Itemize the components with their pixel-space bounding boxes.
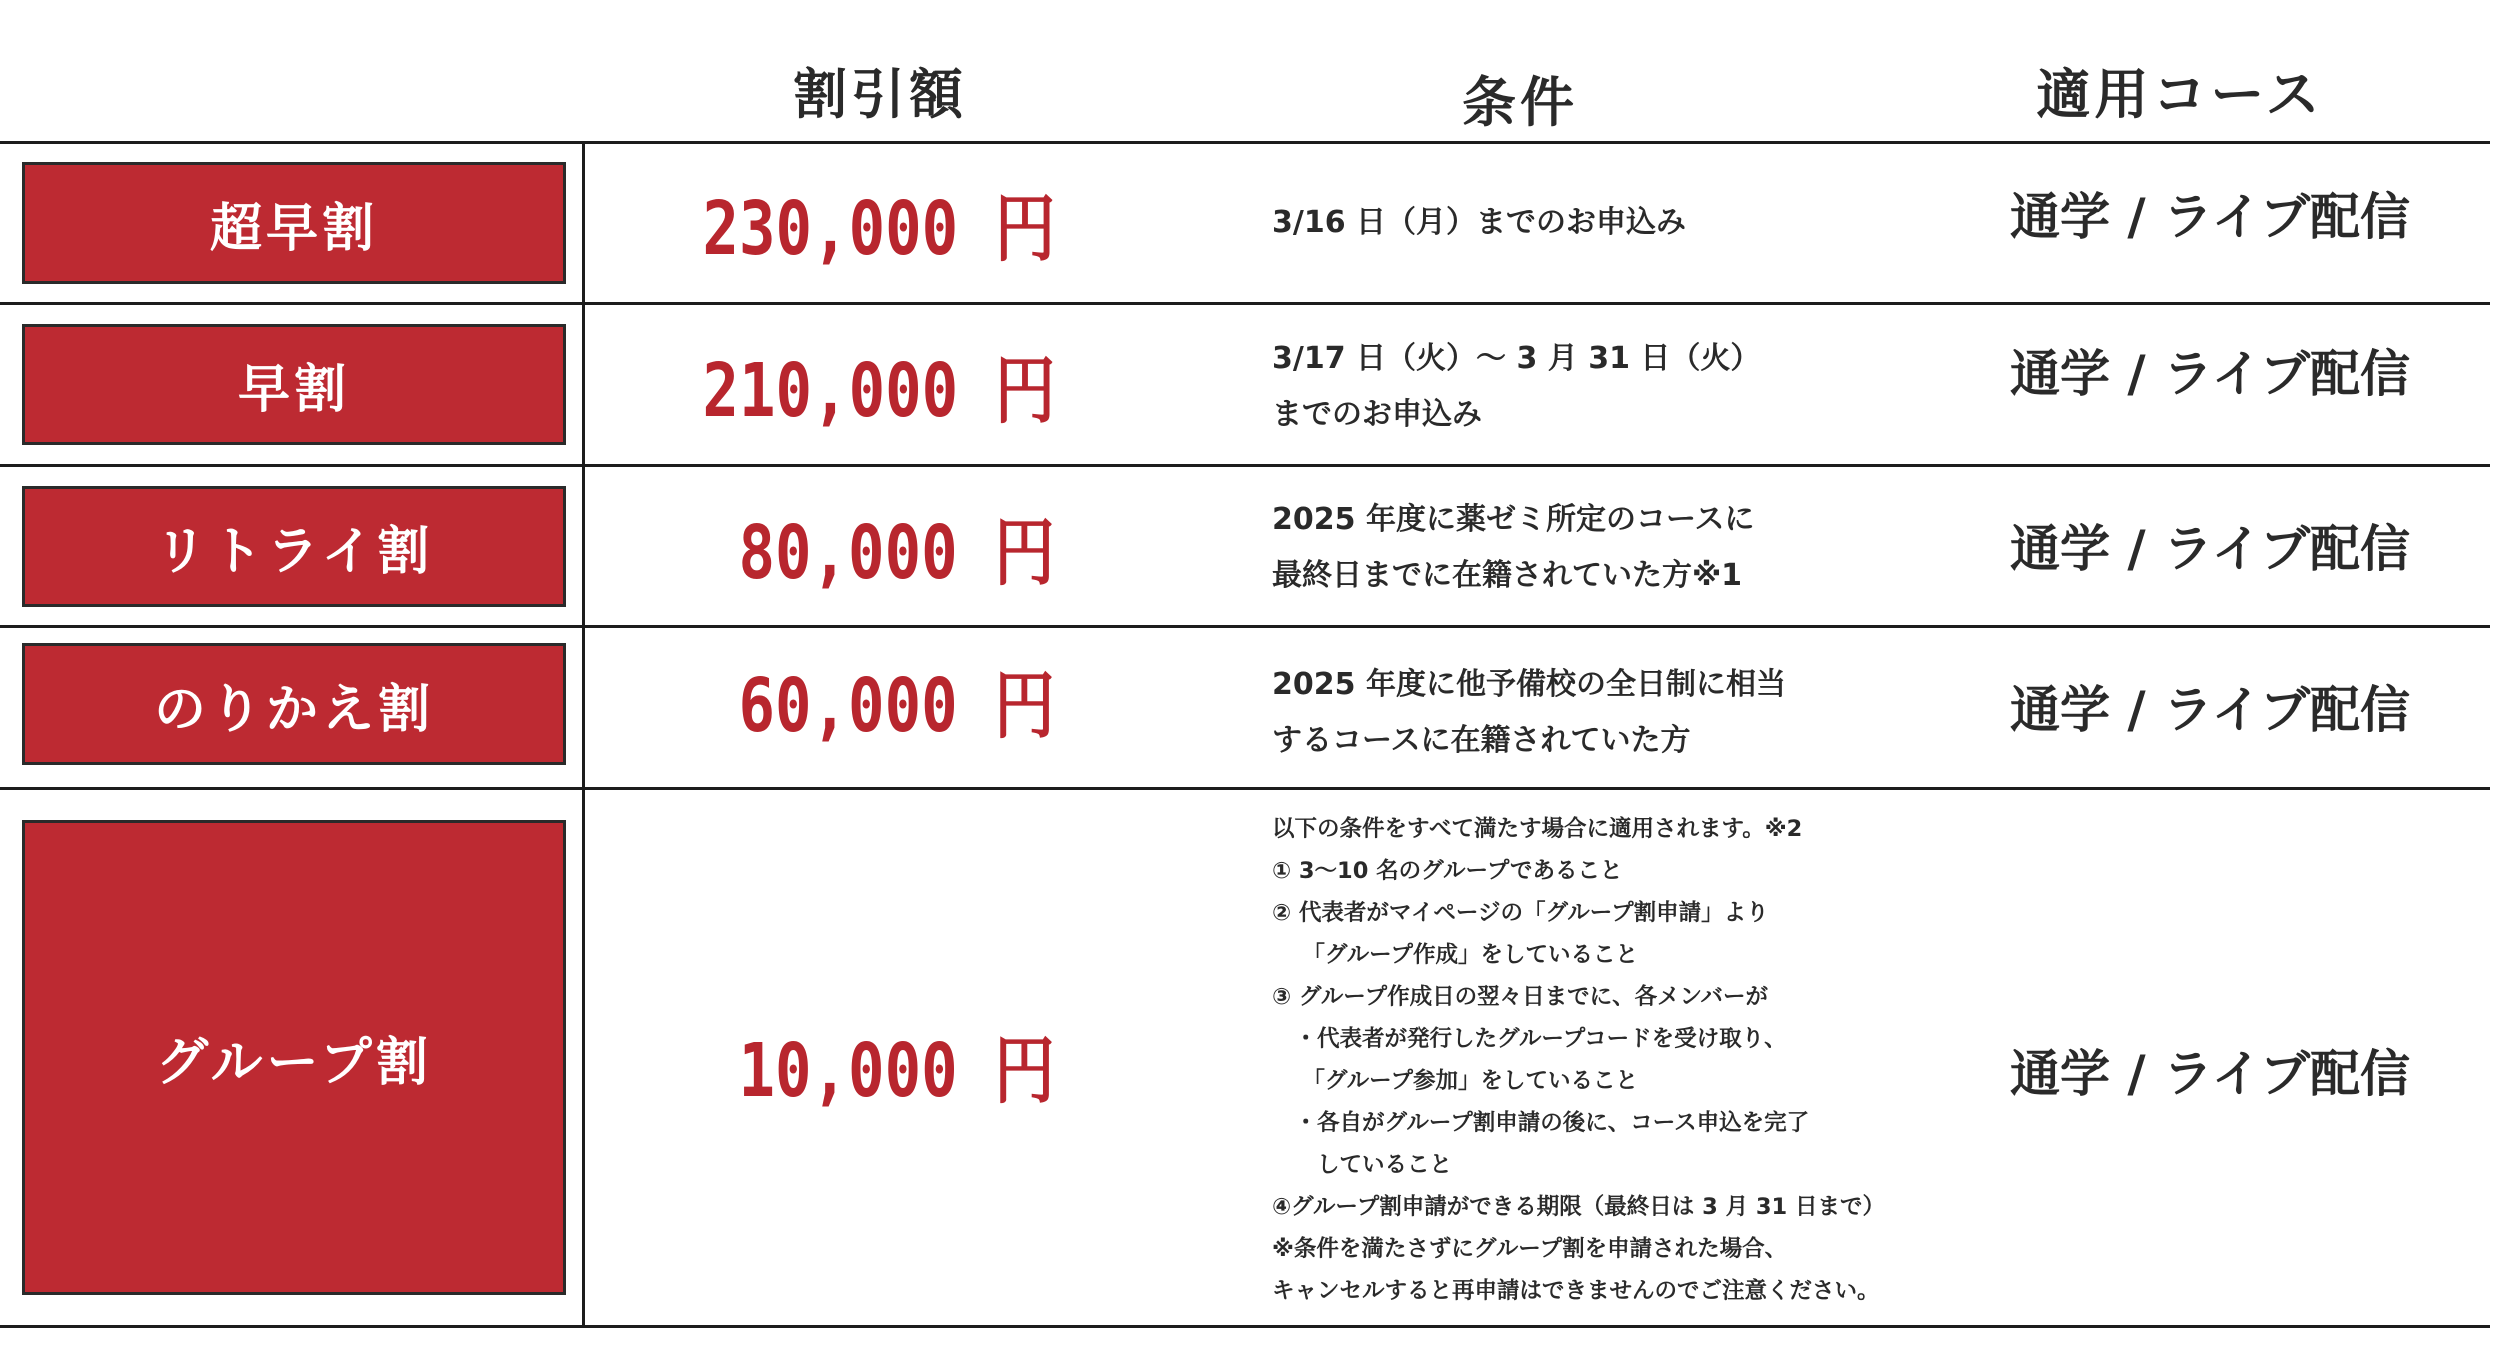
- condition-line: キャンセルすると再申請はできませんのでご注意ください。: [1272, 1278, 1880, 1304]
- condition-line: までのお申込み: [1272, 396, 1482, 432]
- condition-line: していること: [1272, 1152, 1453, 1178]
- condition-text: [1272, 650, 2012, 775]
- discount-amount: 60,000 円: [738, 663, 1055, 749]
- condition-line: 2025 年度に他予備校の全日制に相当: [1272, 666, 1786, 702]
- discount-amount: 80,000 円: [738, 509, 1055, 596]
- table-bottom-rule: [0, 1325, 2490, 1328]
- discount-label-retry: リトライ割: [22, 486, 566, 607]
- condition-line: するコースに在籍されていた方: [1272, 722, 1691, 758]
- discount-label-super-early: 超早割: [22, 162, 566, 284]
- condition-line: 最終日までに在籍されていた方※1: [1272, 557, 1743, 593]
- discount-amount: 10,000 円: [738, 1028, 1055, 1114]
- condition-line: ④グループ割申請ができる期限（最終日は 3 月 31 日まで）: [1272, 1194, 1886, 1220]
- row-divider: [0, 302, 2490, 305]
- applicable-course: 通学 / ライブ配信: [2009, 345, 2411, 403]
- condition-line: 2025 年度に薬ゼミ所定のコースに: [1272, 501, 1755, 537]
- condition-line: 3/16 日（月）までのお申込み: [1272, 205, 1687, 240]
- header-divider: [0, 141, 2490, 144]
- row-divider: [0, 625, 2490, 628]
- applicable-course: 通学 / ライブ配信: [2009, 520, 2411, 578]
- applicable-course: 通学 / ライブ配信: [2009, 681, 2411, 739]
- applicable-course: 通学 / ライブ配信: [2009, 1045, 2411, 1103]
- condition-text: [1272, 805, 2012, 1315]
- condition-text: [1272, 162, 2012, 284]
- discount-amount: 210,000 円: [702, 347, 1055, 434]
- header-amount: 割引額: [793, 62, 967, 126]
- row-divider: [0, 464, 2490, 467]
- condition-line: 「グループ作成」をしていること: [1272, 942, 1639, 968]
- condition-line: ③ グループ作成日の翌々日までに、各メンバーが: [1272, 984, 1769, 1010]
- header-course: 適用コース: [2036, 62, 2324, 126]
- condition-line: 「グループ参加」をしていること: [1272, 1068, 1639, 1094]
- condition-line: ① 3～10 名のグループであること: [1272, 858, 1623, 884]
- discount-amount: 230,000 円: [702, 186, 1055, 272]
- applicable-course: 通学 / ライブ配信: [2009, 188, 2411, 246]
- column-divider: [582, 141, 585, 1328]
- condition-line: ・代表者が発行したグループコードを受け取り、: [1272, 1026, 1787, 1052]
- header-condition: 条件: [1462, 70, 1578, 134]
- discount-label-switch: のりかえ割: [22, 643, 566, 765]
- condition-line: 以下の条件をすべて満たす場合に適用されます。※2: [1272, 816, 1803, 842]
- row-divider: [0, 787, 2490, 790]
- condition-line: ・各自がグループ割申請の後に、コース申込を完了: [1272, 1110, 1810, 1136]
- discount-label-early: 早割: [22, 324, 566, 445]
- condition-line: ※条件を満たさずにグループ割を申請された場合、: [1272, 1236, 1788, 1262]
- condition-line: ② 代表者がマイページの「グループ割申請」より: [1272, 900, 1769, 926]
- discount-label-group: グループ割: [22, 820, 566, 1295]
- condition-text: [1272, 485, 2012, 610]
- condition-text: [1272, 324, 2012, 449]
- condition-line: 3/17 日（火）～ 3 月 31 日（火）: [1272, 340, 1761, 376]
